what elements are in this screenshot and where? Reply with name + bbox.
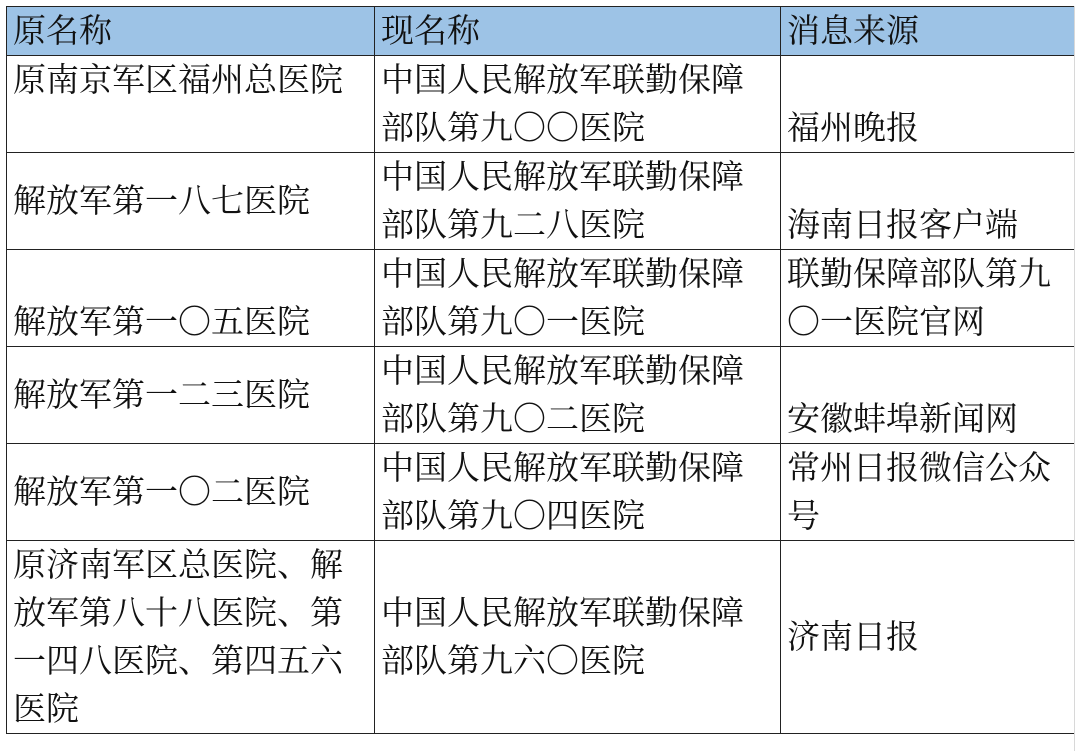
table-row	[7, 56, 1075, 153]
cell-original-name[interactable]: 原南京军区福州总医院	[7, 56, 375, 153]
cell-current-name[interactable]: 中国人民解放军联勤保障部队第九〇四医院	[375, 444, 781, 541]
cell-news-source[interactable]: 安徽蚌埠新闻网	[781, 347, 1075, 444]
hospital-rename-table	[6, 6, 1075, 734]
cell-current-name[interactable]: 中国人民解放军联勤保障部队第九〇二医院	[375, 347, 781, 444]
table-row	[7, 347, 1075, 444]
table-row	[7, 541, 1075, 734]
header-current-name[interactable]: 现名称	[375, 7, 781, 56]
cell-original-name[interactable]: 解放军第一〇二医院	[7, 444, 375, 541]
cell-current-name[interactable]: 中国人民解放军联勤保障部队第九〇〇医院	[375, 56, 781, 153]
cell-current-name[interactable]: 中国人民解放军联勤保障部队第九二八医院	[375, 153, 781, 250]
cell-news-source[interactable]: 福州晚报	[781, 56, 1075, 153]
cell-original-name[interactable]: 解放军第一〇五医院	[7, 250, 375, 347]
sheet-gridline	[1074, 6, 1080, 751]
cell-news-source[interactable]: 联勤保障部队第九〇一医院官网	[781, 250, 1075, 347]
header-original-name[interactable]: 原名称	[7, 7, 375, 56]
table-row	[7, 250, 1075, 347]
cell-original-name[interactable]: 解放军第一二三医院	[7, 347, 375, 444]
cell-original-name[interactable]: 原济南军区总医院、解放军第八十八医院、第一四八医院、第四五六医院	[7, 541, 375, 734]
cell-news-source[interactable]: 常州日报微信公众号	[781, 444, 1075, 541]
table-row	[7, 153, 1075, 250]
cell-current-name[interactable]: 中国人民解放军联勤保障部队第九六〇医院	[375, 541, 781, 734]
cell-news-source[interactable]: 济南日报	[781, 541, 1075, 734]
header-row	[7, 7, 1075, 56]
cell-current-name[interactable]: 中国人民解放军联勤保障部队第九〇一医院	[375, 250, 781, 347]
table-row	[7, 444, 1075, 541]
header-news-source[interactable]: 消息来源	[781, 7, 1075, 56]
cell-original-name[interactable]: 解放军第一八七医院	[7, 153, 375, 250]
cell-news-source[interactable]: 海南日报客户端	[781, 153, 1075, 250]
